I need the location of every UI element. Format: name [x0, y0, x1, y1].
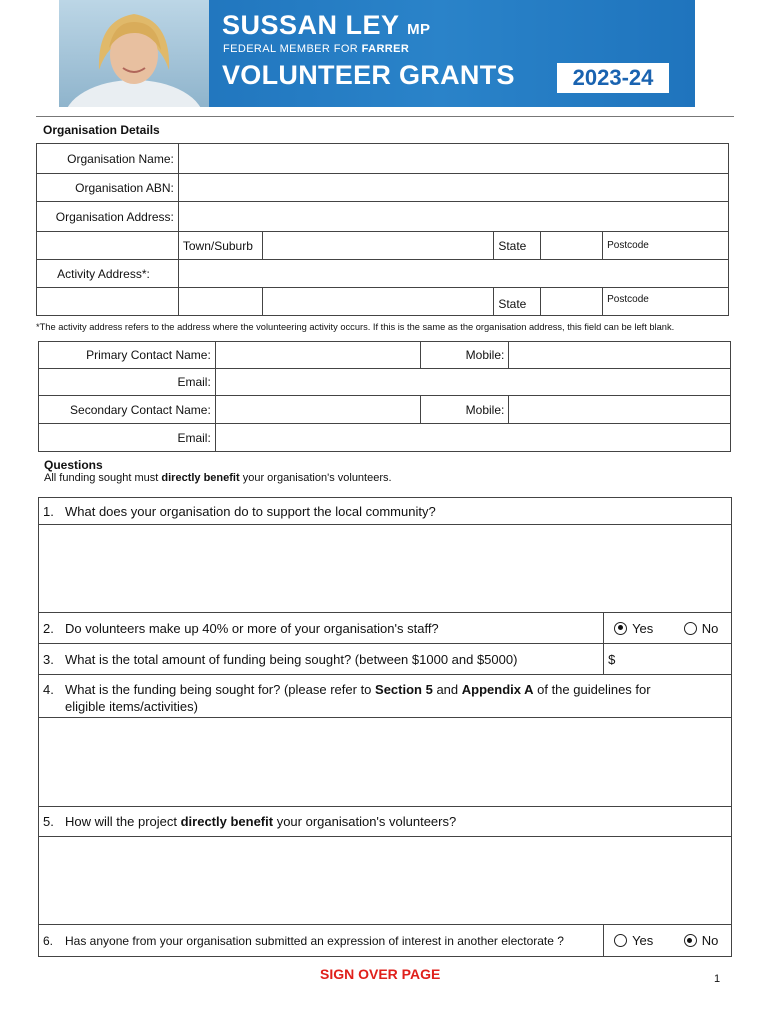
- primary-mobile-label: Mobile:: [421, 342, 509, 369]
- answer-2-options: [604, 613, 732, 644]
- primary-contact-field[interactable]: [215, 342, 421, 369]
- q2-no-radio[interactable]: [684, 622, 697, 635]
- q6-no-option[interactable]: No: [684, 933, 719, 948]
- page-number: 1: [714, 973, 721, 985]
- secondary-contact-field[interactable]: [215, 396, 421, 424]
- year-badge: 2023-24: [557, 63, 669, 93]
- activity-state-label: State: [494, 288, 541, 316]
- primary-mobile-field[interactable]: [509, 342, 731, 369]
- sign-over-page: SIGN OVER PAGE: [320, 966, 441, 982]
- activity-state-field[interactable]: [541, 288, 603, 316]
- answer-4-field[interactable]: [39, 718, 732, 807]
- secondary-email-field[interactable]: [215, 424, 730, 452]
- organisation-details-table: [36, 143, 729, 316]
- q2-no-option[interactable]: No: [684, 621, 719, 636]
- header-banner: [59, 0, 695, 107]
- town-field[interactable]: [262, 232, 493, 260]
- answer-6-options: [604, 925, 732, 957]
- question-1: 1. What does your organisation do to support the local community?: [39, 498, 732, 525]
- program-title: VOLUNTEER GRANTS: [222, 60, 515, 90]
- primary-email-field[interactable]: [215, 369, 730, 396]
- answer-3-field[interactable]: [604, 644, 732, 675]
- questions-table: [38, 497, 732, 957]
- secondary-mobile-field[interactable]: [509, 396, 731, 424]
- secondary-email-label: Email:: [39, 424, 216, 452]
- q6-yes-option[interactable]: Yes: [608, 933, 680, 948]
- activity-address-field[interactable]: [178, 260, 728, 288]
- question-2: 2. Do volunteers make up 40% or more of your organisation's staff?: [39, 613, 604, 644]
- org-abn-label: Organisation ABN:: [37, 174, 179, 202]
- org-abn-field[interactable]: [178, 174, 728, 202]
- postcode-label: Postcode: [603, 232, 729, 260]
- activity-postcode-label: Postcode: [603, 288, 729, 316]
- primary-contact-label: Primary Contact Name:: [39, 342, 216, 369]
- activity-address-blank: [37, 288, 179, 316]
- state-field[interactable]: [541, 232, 603, 260]
- member-name: SUSSAN LEY MP: [222, 10, 431, 40]
- secondary-mobile-label: Mobile:: [421, 396, 509, 424]
- activity-town-field[interactable]: [178, 288, 262, 316]
- q2-yes-option[interactable]: Yes: [608, 621, 680, 636]
- primary-email-label: Email:: [39, 369, 216, 396]
- secondary-contact-label: Secondary Contact Name:: [39, 396, 216, 424]
- org-name-label: Organisation Name:: [37, 144, 179, 174]
- activity-footnote: *The activity address refers to the address where the volunteering activity occurs. If this is the same as the organisation address, this field can be left blank.: [36, 322, 675, 332]
- org-name-field[interactable]: [178, 144, 728, 174]
- question-3: 3. What is the total amount of funding being sought? (between $1000 and $5000): [39, 644, 604, 675]
- section-heading-organisation: Organisation Details: [43, 123, 160, 137]
- member-subtitle: FEDERAL MEMBER FOR FARRER: [223, 43, 410, 55]
- questions-intro: All funding sought must directly benefit your organisation's volunteers.: [44, 472, 392, 484]
- q6-yes-radio[interactable]: [614, 934, 627, 947]
- member-photo: [59, 0, 209, 107]
- org-address-label: Organisation Address:: [37, 202, 179, 232]
- org-address-blank: [37, 232, 179, 260]
- answer-1-field[interactable]: [39, 525, 732, 613]
- state-label: State: [494, 232, 541, 260]
- question-5: 5. How will the project directly benefit your organisation's volunteers?: [39, 807, 732, 837]
- header-divider: [36, 116, 734, 117]
- answer-5-field[interactable]: [39, 837, 732, 925]
- question-6: 6. Has anyone from your organisation submitted an expression of interest in another electorate ?: [39, 925, 604, 957]
- section-heading-questions: Questions: [44, 458, 103, 472]
- q6-no-radio[interactable]: [684, 934, 697, 947]
- activity-town-field-2[interactable]: [262, 288, 493, 316]
- q2-yes-radio[interactable]: [614, 622, 627, 635]
- org-address-field[interactable]: [178, 202, 728, 232]
- contacts-table: [38, 341, 731, 452]
- currency-symbol: $: [608, 651, 616, 667]
- question-4: 4. What is the funding being sought for? (please refer to Section 5 and Appendix A of the guidelines for eligible items/activities): [39, 675, 732, 718]
- town-label: Town/Suburb: [178, 232, 262, 260]
- activity-address-label: Activity Address*:: [37, 260, 179, 288]
